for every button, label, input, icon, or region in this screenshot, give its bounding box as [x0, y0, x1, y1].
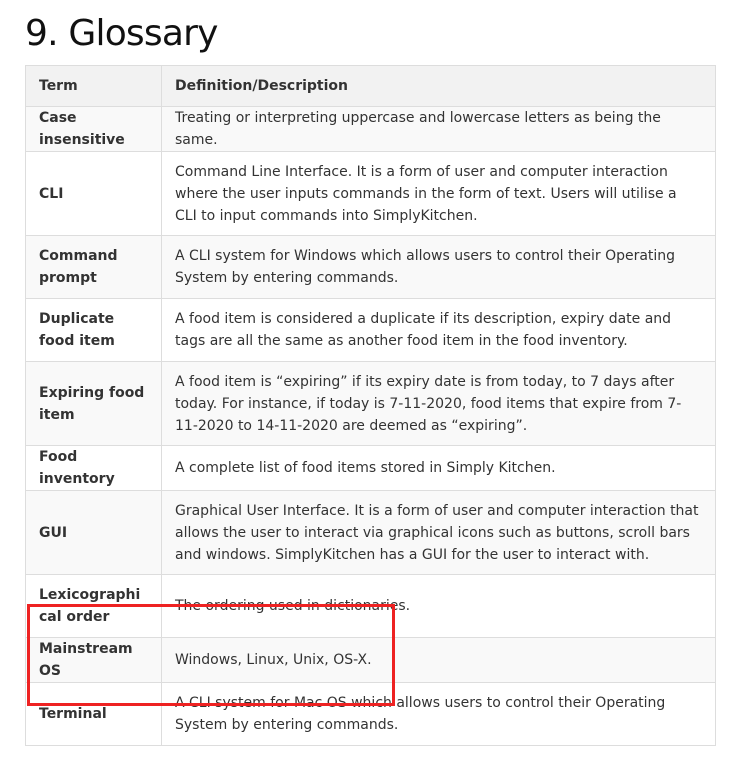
term-cell: CLI	[26, 152, 162, 236]
table-row	[26, 683, 716, 746]
definition-cell: A CLI system for Mac OS which allows users to control their Operating System by entering commands.	[162, 683, 716, 746]
definition-cell: Command Line Interface. It is a form of user and computer interaction where the user inputs commands in the form of text. Users will utilise a CLI to input commands into SimplyKitchen.	[162, 152, 716, 236]
table-row	[26, 107, 716, 152]
page-title: 9. Glossary	[25, 13, 218, 54]
table-row	[26, 362, 716, 446]
table-row	[26, 236, 716, 299]
definition-cell: A CLI system for Windows which allows users to control their Operating System by entering commands.	[162, 236, 716, 299]
term-cell: Expiring food item	[26, 362, 162, 446]
term-cell: Command prompt	[26, 236, 162, 299]
term-cell: GUI	[26, 491, 162, 575]
table-header-row	[26, 66, 716, 107]
definition-cell: A food item is “expiring” if its expiry date is from today, to 7 days after today. For instance, if today is 7-11-2020, food items that expire from 7-11-2020 to 14-11-2020 are deemed as “expiring”.	[162, 362, 716, 446]
definition-cell: Treating or interpreting uppercase and lowercase letters as being the same.	[162, 107, 716, 152]
term-cell: Food inventory	[26, 446, 162, 491]
table-row	[26, 446, 716, 491]
table-row	[26, 152, 716, 236]
table-row	[26, 491, 716, 575]
term-cell: Terminal	[26, 683, 162, 746]
table-row	[26, 299, 716, 362]
definition-cell: A complete list of food items stored in Simply Kitchen.	[162, 446, 716, 491]
term-cell: Case insensitive	[26, 107, 162, 152]
definition-cell: A food item is considered a duplicate if its description, expiry date and tags are all the same as another food item in the food inventory.	[162, 299, 716, 362]
term-cell: Duplicate food item	[26, 299, 162, 362]
table-row	[26, 575, 716, 638]
column-header-term: Term	[26, 66, 162, 107]
term-cell: Lexicographical order	[26, 575, 162, 638]
term-cell: Mainstream OS	[26, 638, 162, 683]
definition-cell: Graphical User Interface. It is a form of user and computer interaction that allows the user to interact via graphical icons such as buttons, scroll bars and windows. SimplyKitchen has a GUI for the user to interact with.	[162, 491, 716, 575]
column-header-definition: Definition/Description	[162, 66, 716, 107]
table-row	[26, 638, 716, 683]
glossary-table	[25, 65, 716, 746]
definition-cell: Windows, Linux, Unix, OS-X.	[162, 638, 716, 683]
definition-cell: The ordering used in dictionaries.	[162, 575, 716, 638]
